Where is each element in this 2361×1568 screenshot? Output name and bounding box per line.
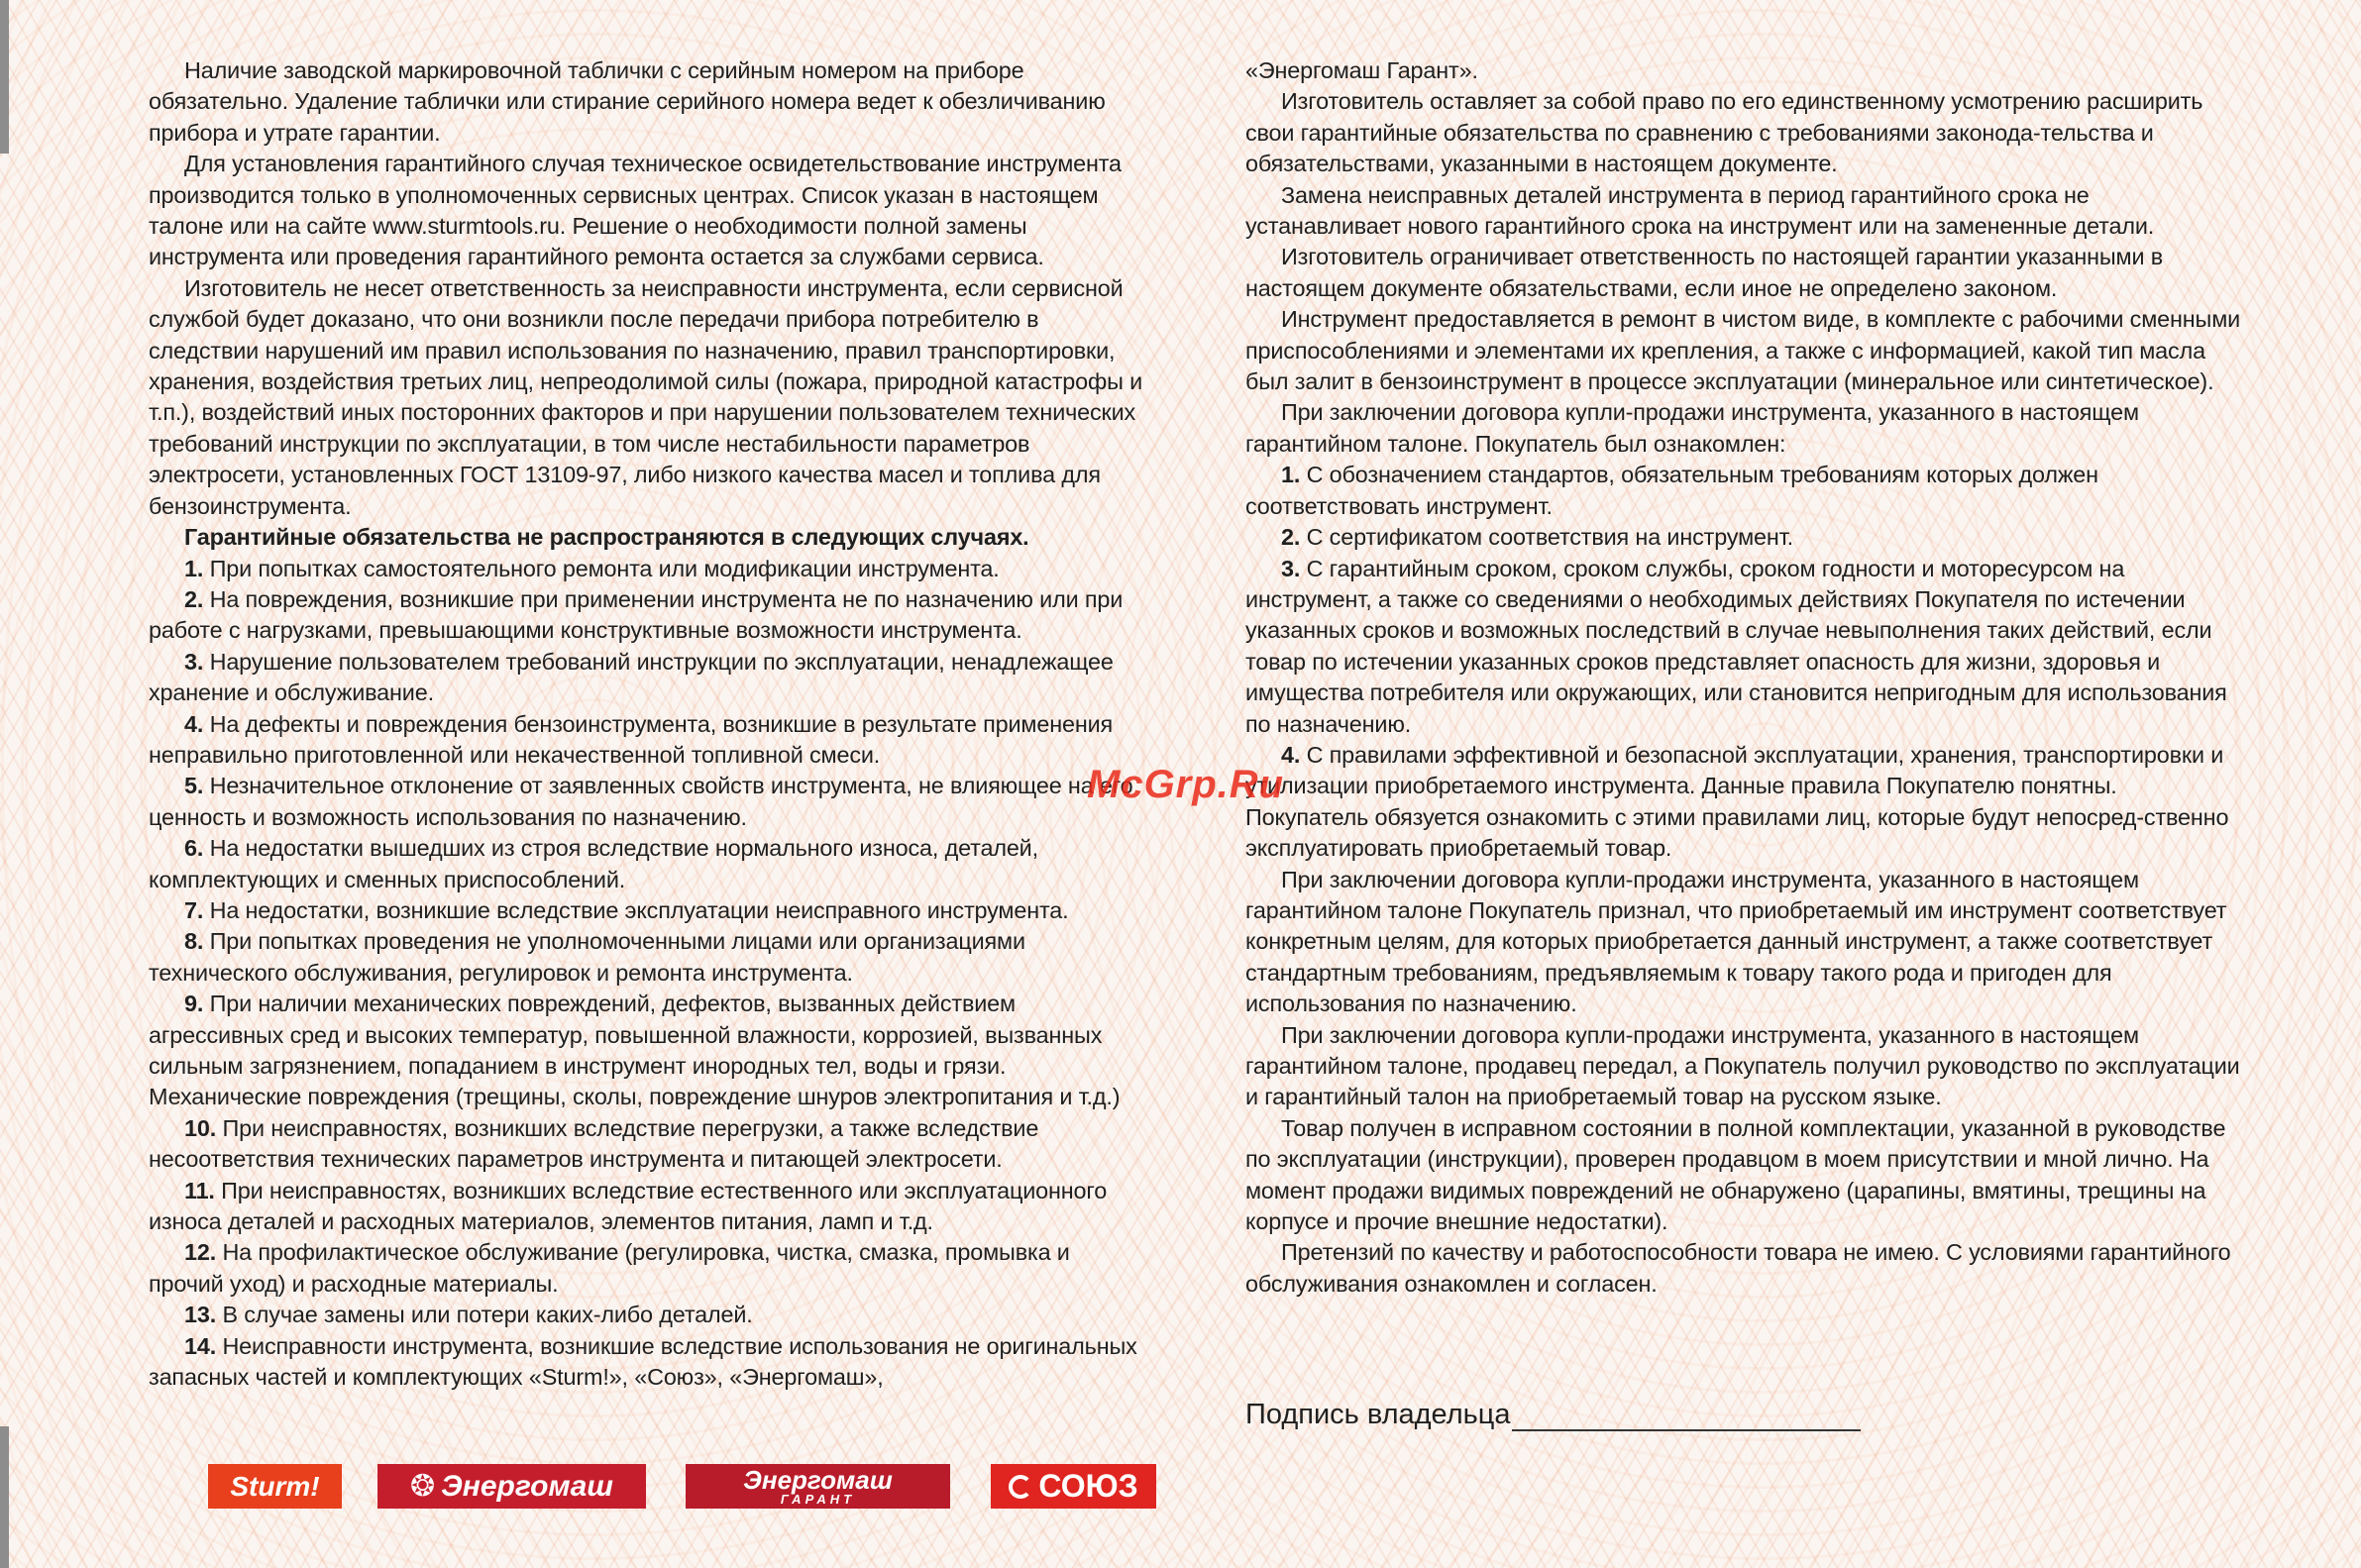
list-item-text: Неисправности инструмента, возникшие вследствие использования не оригинальных запасных частей и комплектующих «Sturm!», «Союз», «Энергомаш», — [149, 1332, 1137, 1391]
watermark: McGrp.Ru — [1087, 763, 1285, 806]
list-item — [149, 1113, 1149, 1176]
list-item — [1245, 460, 2241, 522]
list-item-number: 3. — [1281, 555, 1301, 581]
list-item — [149, 1300, 1149, 1330]
list-item-text: На недостатки вышедших из строя вследствие нормального износа, деталей, комплектующих и сменных приспособлений. — [149, 835, 1038, 892]
page-edge-strip-top — [0, 0, 9, 154]
list-item-text: При наличии механических повреждений, дефектов, вызванных действием агрессивных сред и высоких температур, повышенной влажности, коррозией, вызванных сильным загрязнением, попаданием в инструмент инородных тел, воды и грязи. Механические повреждения (трещины, сколы, повреждение шнуров электропитания и т.д.) — [149, 991, 1121, 1110]
sturm-logo — [208, 1464, 342, 1509]
list-item — [149, 1176, 1149, 1238]
list-item-text: С правилами эффективной и безопасной эксплуатации, хранения, транспортировки и утилизации приобретаемого инструмента. Данные правила Покупателю понятны. Покупатель обязуется ознакомить с этими правилами лиц, которые будут непосред-ственно эксплуатировать приобретаемый товар. — [1245, 741, 2229, 862]
list-item-text: При неисправностях, возникших вследствие перегрузки, а также вследствие несоответствия технических параметров инструмента и питающей электросети. — [149, 1114, 1039, 1173]
right-column — [1245, 55, 2241, 1300]
list-item-text: С сертификатом соответствия на инструмент. — [1306, 524, 1793, 551]
list-item-number: 2. — [184, 585, 204, 612]
list-item-text: В случае замены или потери каких-либо деталей. — [222, 1302, 753, 1328]
list-item-text: Нарушение пользователем требований инструкции по эксплуатации, ненадлежащее хранение и обслуживание. — [149, 648, 1114, 706]
list-item-text: На повреждения, возникшие при применении инструмента не по назначению или при работе с нагрузками, превышающими конструктивные возможности инструмента. — [149, 585, 1124, 644]
paragraph-liability-limit: Изготовитель ограничивает ответственность по настоящей гарантии указанными в настоящем документе обязательствами, если иное не определено законом. — [1245, 244, 2164, 301]
list-item-text: На профилактическое обслуживание (регулировка, чистка, смазка, промывка и прочий уход) и расходные материалы. — [149, 1239, 1070, 1297]
soyuz-logo — [991, 1464, 1156, 1509]
paragraph-serial-plate: Наличие заводской маркировочной таблички с серийным номером на приборе обязательно. Удаление таблички или стирание серийного номера ведет к обезличиванию прибора и утрате гарантии. — [149, 57, 1106, 146]
list-item-number: 1. — [1281, 462, 1301, 488]
buyer-informed-list — [1245, 460, 2241, 864]
list-item — [1245, 740, 2241, 865]
list-item-number: 2. — [1281, 524, 1301, 551]
list-item-number: 14. — [184, 1332, 217, 1359]
list-item-number: 9. — [184, 991, 204, 1017]
list-item — [1245, 522, 2241, 553]
paragraph-garant-continuation: «Энергомаш Гарант». — [1245, 57, 1478, 83]
list-item-text: Незначительное отклонение от заявленных свойств инструмента, не влияющее на его ценность и возможность использования по назначению. — [149, 773, 1133, 830]
paragraph-goods-received: Товар получен в исправном состоянии в полной комплектации, указанной в руководстве по эксплуатации (инструкции), проверен продавцом в моем присутствии и мной лично. На момент продажи видимых повреждений не обнаружено (царапины, вмятины, трещины на корпусе и прочие внешние недостатки). — [1245, 1114, 2226, 1235]
signature-label: Подпись владельца — [1245, 1399, 1511, 1430]
list-item — [149, 771, 1149, 833]
energomash-mark-icon: ❂ — [410, 1470, 436, 1503]
paragraph-no-claims: Претензий по качеству и работоспособности товара не имею. С условиями гарантийного обслуживания ознакомлен и согласен. — [1245, 1239, 2231, 1297]
energomash-garant-logo — [686, 1464, 950, 1509]
energomash-garant-logo-subtitle: ГАРАНТ — [780, 1491, 856, 1507]
paragraph-manual-received: При заключении договора купли-продажи инструмента, указанного в настоящем гарантийном талоне, продавец передал, а Покупатель получил руководство по эксплуатации и гарантийный талон на приобретаемый товар на русском языке. — [1245, 1021, 2240, 1110]
list-item-number: 12. — [184, 1239, 217, 1266]
paragraph-extend-obligations: Изготовитель оставляет за собой право по его единственному усмотрению расширить свои гарантийные обязательства по сравнению с требованиями законода-тельства и обязательствами, указанными в настоящем документе. — [1245, 88, 2203, 177]
list-item — [1245, 554, 2241, 740]
list-item-text: При неисправностях, возникших вследствие естественного или эксплуатационного износа деталей и расходных материалов, элементов питания, ламп и т.д. — [149, 1177, 1108, 1235]
soyuz-mark-icon — [1009, 1475, 1032, 1499]
list-item-number: 8. — [184, 928, 204, 955]
list-item-text: При попытках проведения не уполномоченными лицами или организациями технического обслуживания, регулировок и ремонта инструмента. — [149, 928, 1025, 986]
list-item-text: На дефекты и повреждения бензоинструмента, возникшие в результате применения неправильно приготовленной или некачественной топливной смеси. — [149, 710, 1114, 768]
owner-signature — [1245, 1399, 1861, 1431]
paragraph-buyer-informed: При заключении договора купли-продажи инструмента, указанного в настоящем гарантийном талоне. Покупатель был ознакомлен: — [1245, 399, 2139, 457]
list-item — [149, 709, 1149, 772]
list-item-number: 10. — [184, 1114, 217, 1141]
page-edge-strip-bottom — [0, 1426, 9, 1568]
paragraph-parts-replacement: Замена неисправных деталей инструмента в период гарантийного срока не устанавливает нового гарантийного срока на инструмент или на замененные детали. — [1245, 181, 2155, 240]
list-item — [149, 833, 1149, 895]
energomash-logo — [377, 1464, 646, 1509]
list-item — [149, 1237, 1149, 1300]
energomash-logo-text: Энергомаш — [441, 1469, 613, 1503]
list-item — [149, 647, 1149, 709]
paragraph-manufacturer-liability: Изготовитель не несет ответственность за неисправности инструмента, если сервисной службой будет доказано, что они возникли после передачи прибора потребителю в следствии нарушений им правил использования по назначению, правил транспортировки, хранения, воздействия третьих лиц, непреодолимой силы (пожара, природной катастрофы и т.п.), воздействий иных посторонних факторов и при нарушении пользователем технических требований инструкции по эксплуатации, в том числе нестабильности параметров электросети, установленных ГОСТ 13109-97, либо низкого качества масел и топлива для бензоинструмента. — [149, 274, 1143, 519]
list-item — [149, 989, 1149, 1113]
list-item-number: 4. — [184, 710, 204, 737]
list-item-text: На недостатки, возникшие вследствие эксплуатации неисправного инструмента. — [209, 896, 1069, 923]
list-item-number: 3. — [184, 648, 204, 675]
signature-line — [1512, 1402, 1861, 1431]
left-column — [149, 55, 1149, 1393]
soyuz-logo-text: СОЮЗ — [1038, 1468, 1138, 1504]
energomash-garant-logo-text: Энергомаш — [743, 1464, 893, 1495]
exclusions-heading: Гарантийные обязательства не распространяются в следующих случаях. — [184, 524, 1029, 551]
sturm-logo-text: Sturm! — [230, 1470, 320, 1502]
list-item-number: 6. — [184, 835, 204, 862]
list-item — [149, 1331, 1149, 1394]
list-item-number: 5. — [184, 773, 204, 799]
list-item-number: 1. — [184, 555, 204, 581]
list-item-text: При попытках самостоятельного ремонта или модификации инструмента. — [209, 555, 1000, 581]
list-item-number: 11. — [184, 1177, 215, 1203]
list-item-text: С обозначением стандартов, обязательным требованиям которых должен соответствовать инструмент. — [1245, 462, 2098, 519]
list-item — [149, 554, 1149, 584]
list-item-text: С гарантийным сроком, сроком службы, сроком годности и моторесурсом на инструмент, а также со сведениями о необходимых действиях Покупателя по истечении указанных сроков и возможных последствий в случае невыполнения таких действий, если товар по истечении указанных сроков представляет опасность для жизни, здоровья и имущества потребителя или окружающих, или становится непригодным для использования по назначению. — [1245, 555, 2227, 737]
list-item-number: 13. — [184, 1302, 217, 1328]
exclusions-list — [149, 554, 1149, 1394]
list-item — [149, 584, 1149, 647]
list-item — [149, 895, 1149, 926]
list-item — [149, 926, 1149, 989]
paragraph-warranty-inspection: Для установления гарантийного случая техническое освидетельствование инструмента производится только в уполномоченных сервисных центрах. Список указан в настоящем талоне или на сайте www.sturmtools.ru. Решение о необходимости полной замены инструмента или проведения гарантийного ремонта остается за службами сервиса. — [149, 151, 1122, 270]
paragraph-buyer-acknowledged: При заключении договора купли-продажи инструмента, указанного в настоящем гарантийном талоне Покупатель признал, что приобретаемый им инструмент соответствует конкретным целям, для которых приобретается данный инструмент, а также соответствует стандартным требованиям, предъявляемым к товару такого рода и пригоден для использования по назначению. — [1245, 866, 2227, 1017]
list-item-number: 4. — [1281, 741, 1301, 768]
list-item-number: 7. — [184, 896, 204, 923]
paragraph-repair-conditions: Инструмент предоставляется в ремонт в чистом виде, в комплекте с рабочими сменными приспособлениями и элементами их крепления, а также с информацией, какой тип масла был залит в бензоинструмент в процессе эксплуатации (минеральное или синтетическое). — [1245, 306, 2241, 395]
